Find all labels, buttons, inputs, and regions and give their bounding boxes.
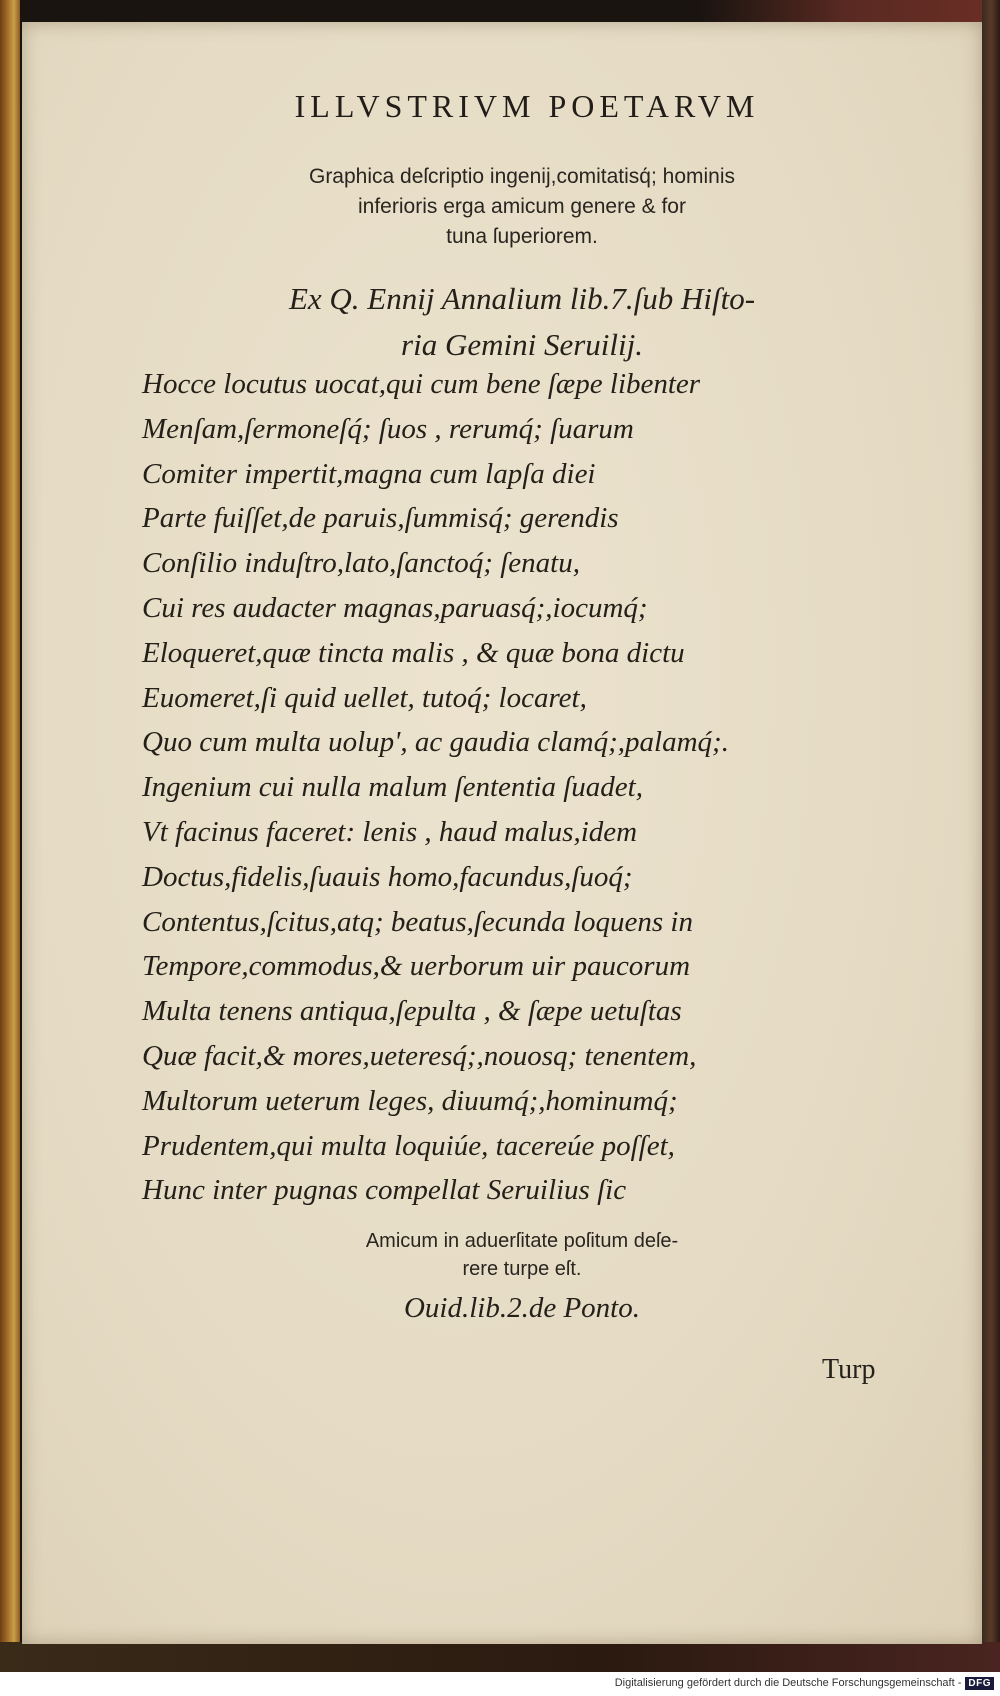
dfg-logo: DFG	[965, 1677, 994, 1690]
verse-block	[142, 362, 862, 1213]
verse-line: Multa tenens antiqua,ſepulta , & ſæpe uetuſtas	[142, 995, 682, 1028]
verse-line: Comiter impertit,magna cum lapſa diei	[142, 457, 596, 490]
running-head: ILLVSTRIVM POETARVM	[294, 88, 760, 124]
heading-line: inferioris erga amicum genere & for	[358, 195, 686, 218]
credit-text: Digitalisierung gefördert durch die Deutsche Forschungsgemeinschaft -	[614, 1677, 962, 1689]
heading-line: rere turpe eſt.	[462, 1258, 582, 1280]
source-attribution	[222, 276, 822, 368]
book-page	[22, 22, 982, 1644]
verse-line: Contentus,ſcitus,atq; beatus,ſecunda loquens in	[142, 905, 693, 938]
verse-line: Cui res audacter magnas,paruasq́;,iocumq́;	[142, 591, 648, 624]
source-line: ria Gemini Seruilij.	[401, 327, 643, 362]
verse-line: Multorum ueterum leges, diuumq́;,hominumq́;	[142, 1084, 678, 1117]
second-source: Ouid.lib.2.de Ponto.	[403, 1292, 640, 1324]
verse-line: Ingenium cui nulla malum ſententia ſuadet,	[142, 771, 643, 804]
verse-line: Quæ facit,& mores,ueteresq́;,nouosq; tenentem,	[142, 1039, 697, 1072]
verse-line: Hocce locutus uocat,qui cum bene ſæpe libenter	[142, 368, 701, 400]
binding-edge	[0, 0, 20, 1672]
verse-line: Quo cum multa uolup', ac gaudia clamq́;,palamq́;.	[142, 726, 729, 759]
heading-line: Graphica deſcriptio ingenij,comitatisq́; hominis	[308, 165, 736, 188]
verse-line: Euomeret,ſi quid uellet, tutoq́; locaret,	[142, 681, 587, 714]
verse-line: Hunc inter pugnas compellat Seruilius ſic	[142, 1174, 627, 1207]
verse-line: Prudentem,qui multa loquiúe, tacereúe poſſet,	[142, 1129, 675, 1162]
catchword: Turp	[822, 1354, 876, 1385]
scan-bottom-edge	[0, 1642, 1000, 1672]
scan-top-edge	[0, 0, 1000, 24]
verse-line: Parte fuiſſet,de paruis,ſummisq́; gerendis	[142, 502, 619, 535]
heading-line: tuna ſuperiorem.	[446, 225, 598, 248]
source-line: Ex Q. Ennij Annalium lib.7.ſub Hiſto-	[288, 281, 756, 316]
heading-line: Amicum in aduerſitate poſitum deſe-	[365, 1230, 679, 1252]
verse-line: Doctus,fidelis,ſuauis homo,facundus,ſuoq́;	[142, 860, 633, 893]
verse-line: Eloqueret,quæ tincta malis , & quæ bona dictu	[142, 636, 685, 669]
verse-line: Menſam,ſermoneſq́; ſuos , rerumq́; ſuarum	[142, 412, 634, 445]
verse-line: Conſilio induſtro,lato,ſanctoq́; ſenatu,	[142, 547, 580, 580]
section-heading	[222, 162, 822, 252]
verse-line: Tempore,commodus,& uerborum uir paucorum	[142, 950, 691, 983]
second-heading	[272, 1227, 772, 1283]
verse-line: Vt facinus faceret: lenis , haud malus,idem	[142, 815, 638, 848]
digitization-credit	[615, 1673, 994, 1693]
fore-edge	[982, 0, 1000, 1672]
